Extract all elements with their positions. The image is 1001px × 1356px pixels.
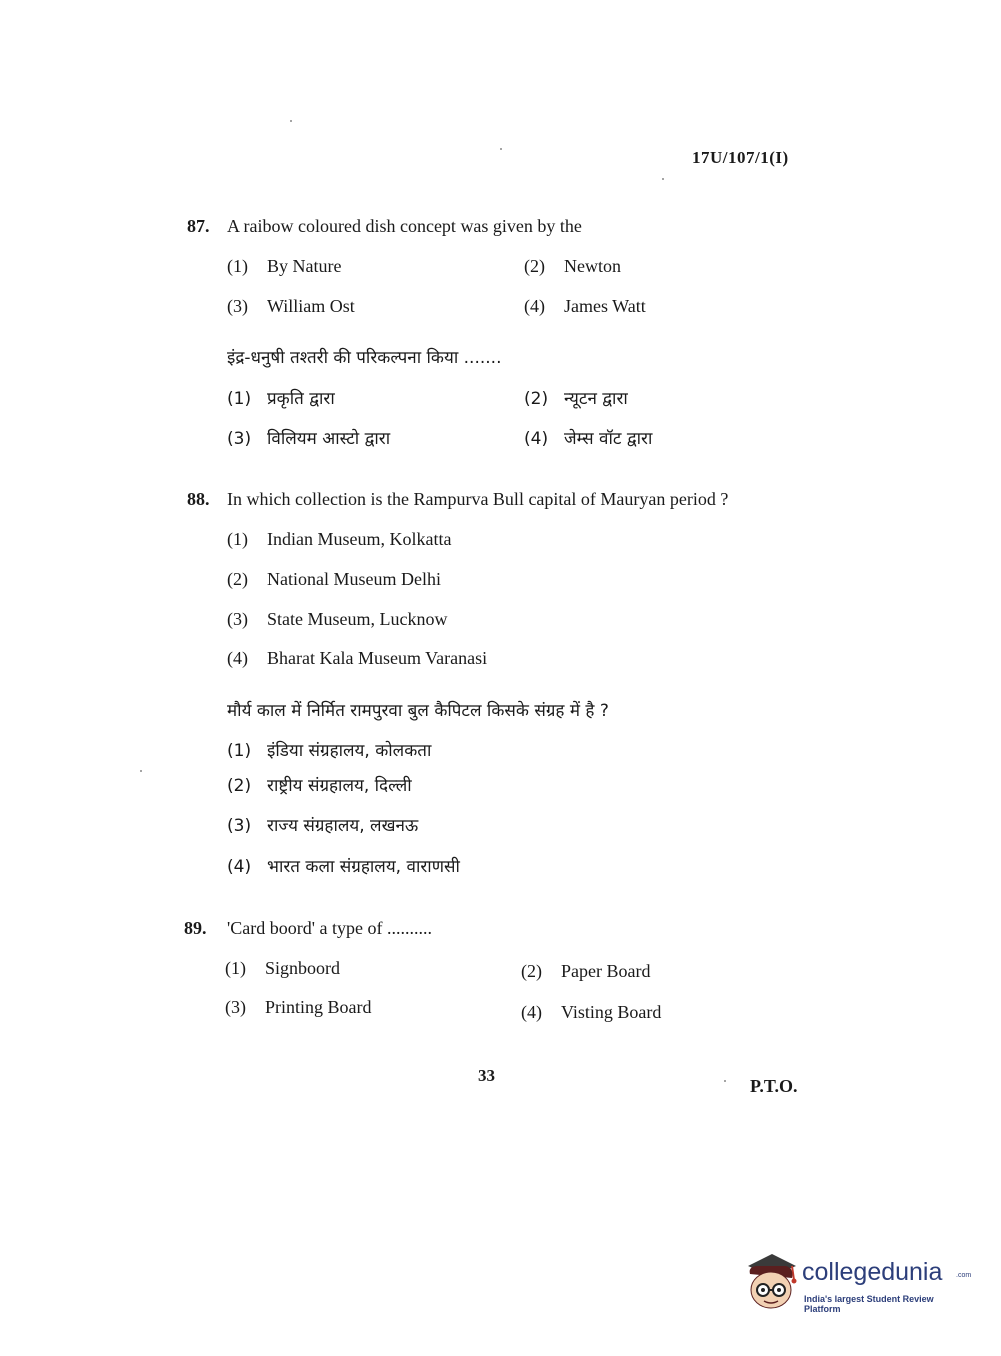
scan-speck [290,120,292,122]
option-number: (3) [227,429,252,449]
option-text: Bharat Kala Museum Varanasi [267,648,488,668]
option-number: (4) [524,296,545,316]
option-text: Signboord [265,958,341,978]
q88-option-3-en [227,609,447,630]
option-text: William Ost [267,296,355,316]
question-87-text-en: A raibow coloured dish concept was given by the [227,216,582,236]
option-text: Paper Board [561,961,651,981]
q89-option-1-en [225,958,340,979]
collegedunia-logo [742,1252,972,1322]
option-text: Indian Museum, Kolkatta [267,529,452,549]
q87-option-1-hi [227,386,335,409]
option-number: (4) [227,857,252,877]
option-number: (4) [524,429,549,449]
q87-option-4-hi [524,426,652,449]
option-text: राज्य संग्रहालय, लखनऊ [267,816,419,836]
scan-speck [140,770,142,772]
q88-option-2-hi [227,773,412,796]
q87-option-2-en [524,256,621,277]
question-88-text-en: In which collection is the Rampurva Bull capital of Mauryan period ? [227,489,729,509]
option-number: (3) [227,296,248,316]
scan-speck [500,148,502,150]
option-text: Printing Board [265,997,372,1017]
q88-option-1-en [227,529,451,550]
q88-option-1-hi [227,738,431,761]
option-number: (3) [227,609,248,629]
mascot-icon [742,1252,800,1314]
question-number-87: 87. [187,216,210,236]
logo-tagline: India's largest Student Review Platform [804,1294,934,1314]
option-text: प्रकृति द्वारा [267,389,335,409]
q88-option-3-hi [227,813,418,836]
question-number-88: 88. [187,489,210,509]
option-text: जेम्स वॉट द्वारा [564,429,653,449]
option-number: (2) [227,776,252,796]
option-text: न्यूटन द्वारा [564,389,628,409]
q88-option-4-en [227,648,487,669]
q88-option-2-en [227,569,441,590]
q87-option-1-en [227,256,341,277]
scan-speck [662,178,664,180]
option-text: इंडिया संग्रहालय, कोलकता [267,741,432,761]
option-number: (3) [227,816,252,836]
option-number: (1) [227,389,252,409]
option-number: (2) [524,389,549,409]
option-text: भारत कला संग्रहालय, वाराणसी [267,857,460,877]
question-89-text-en: 'Card boord' a type of .......... [227,918,432,938]
option-number: (1) [227,529,248,549]
page-number: 33 [478,1066,495,1085]
option-text: राष्ट्रीय संग्रहालय, दिल्ली [267,776,412,796]
q89-option-3-en [225,997,372,1018]
option-number: (1) [225,958,246,978]
option-number: (4) [227,648,248,668]
logo-domain: .com [956,1272,972,1279]
option-number: (3) [225,997,246,1017]
option-text: विलियम आस्टो द्वारा [267,429,391,449]
option-number: (2) [227,569,248,589]
option-text: James Watt [564,296,646,316]
option-number: (1) [227,741,252,761]
q89-option-4-en [521,1002,661,1023]
q87-option-2-hi [524,386,628,409]
option-number: (1) [227,256,248,276]
q87-option-4-en [524,296,646,317]
q88-option-4-hi [227,854,460,877]
logo-brand-text: collegedunia [802,1258,943,1286]
option-text: National Museum Delhi [267,569,441,589]
option-text: State Museum, Lucknow [267,609,448,629]
q89-option-2-en [521,961,650,982]
option-number: (2) [521,961,542,981]
question-87-text-hi: इंद्र-धनुषी तश्तरी की परिकल्पना किया ....... [227,348,502,368]
option-text: By Nature [267,256,342,276]
question-number-89: 89. [184,918,207,938]
paper-code: 17U/107/1(I) [692,148,789,167]
q87-option-3-hi [227,426,390,449]
option-number: (4) [521,1002,542,1022]
q87-option-3-en [227,296,355,317]
scan-speck [724,1080,726,1082]
question-88-text-hi: मौर्य काल में निर्मित रामपुरवा बुल कैपिटल किसके संग्रह में है ? [227,701,609,721]
option-number: (2) [524,256,545,276]
option-text: Visting Board [561,1002,662,1022]
option-text: Newton [564,256,621,276]
pto-label: P.T.O. [750,1076,798,1096]
